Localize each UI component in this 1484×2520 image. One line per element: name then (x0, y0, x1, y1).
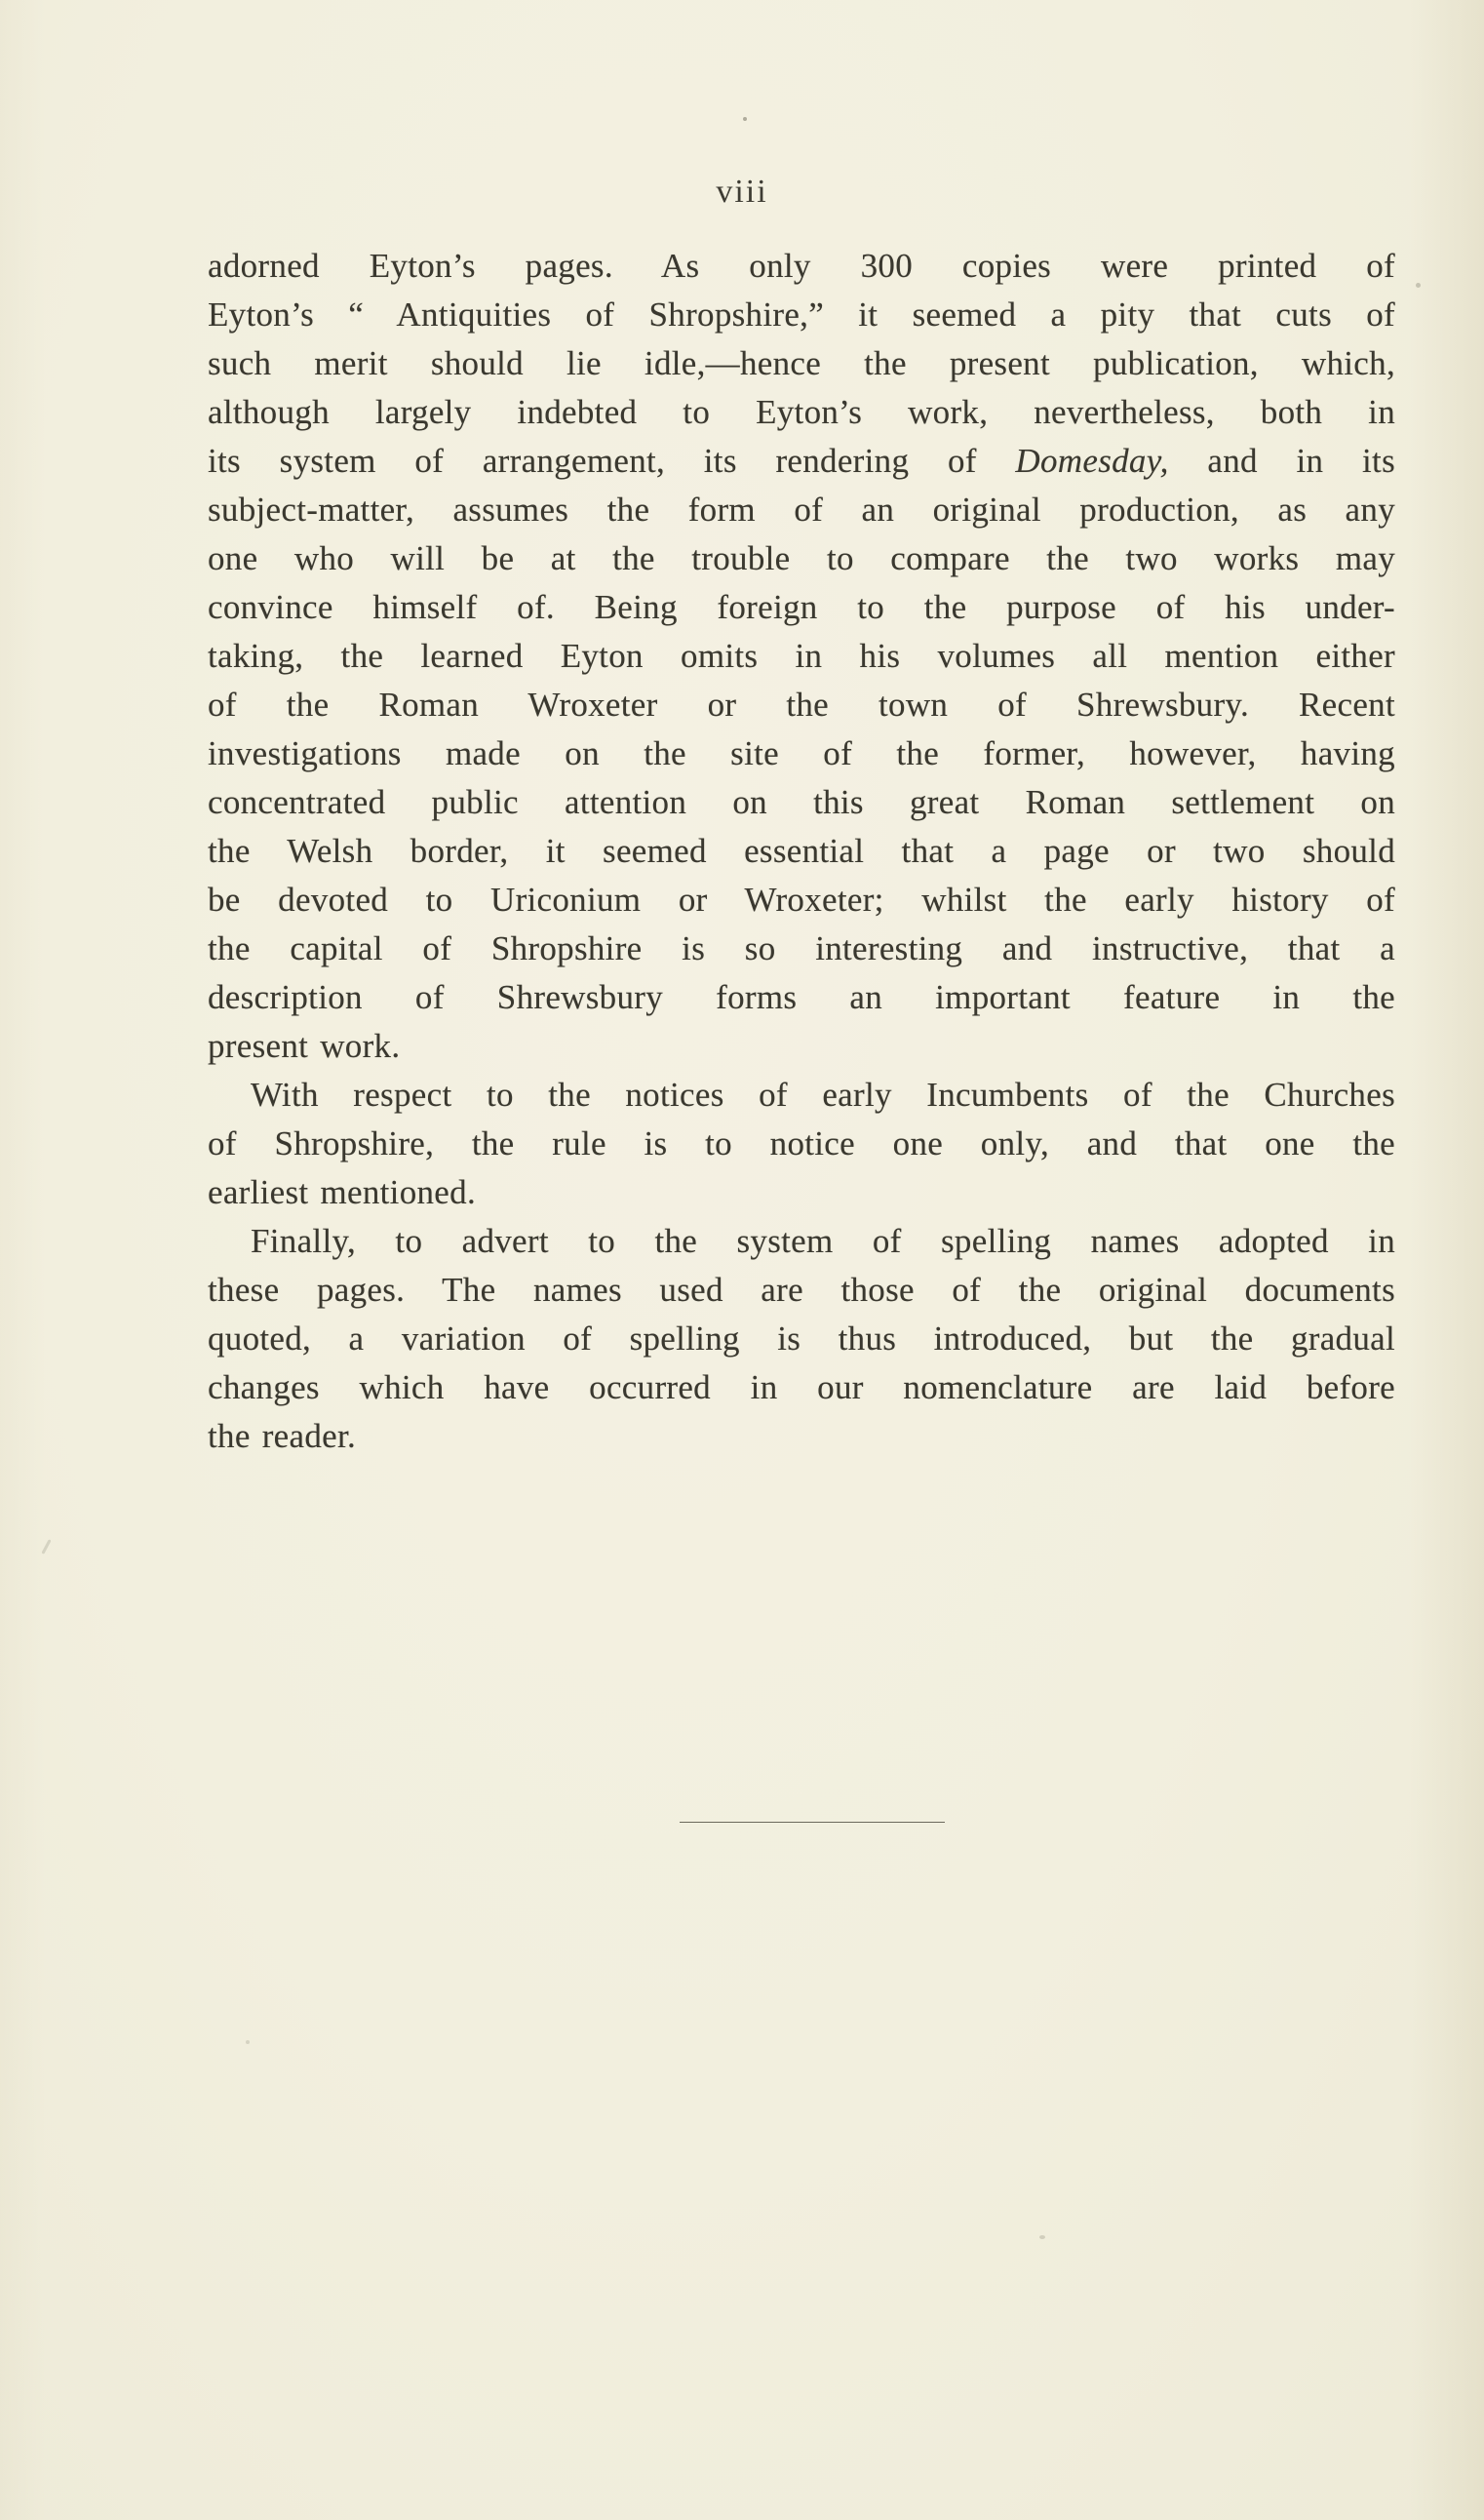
text-line: be devoted to Uriconium or Wroxeter; whilst the early history of (208, 881, 1395, 919)
scan-speck (41, 1539, 51, 1555)
text-line: quoted, a variation of spelling is thus introduced, but the gradual (208, 1319, 1395, 1358)
text-line: these pages. The names used are those of the original documents (208, 1271, 1395, 1309)
text-segment: its system of arrangement, its rendering of (208, 442, 1016, 480)
italic-word-domesday: Domesday, (1015, 442, 1169, 480)
text-line: description of Shrewsbury forms an important feature in the (208, 978, 1395, 1016)
text-line: subject-matter, assumes the form of an original production, as any (208, 491, 1395, 529)
scan-speck (743, 117, 747, 121)
text-line: With respect to the notices of early Incumbents of the Churches (251, 1076, 1395, 1114)
text-line: Finally, to advert to the system of spelling names adopted in (251, 1222, 1395, 1260)
paragraph-2 (208, 1071, 1395, 1217)
text-line: one who will be at the trouble to compare the two works may (208, 539, 1395, 577)
text-line-with-italic (208, 437, 1395, 486)
text-line: of the Roman Wroxeter or the town of Shrewsbury. Recent (208, 686, 1395, 724)
text-line: taking, the learned Eyton omits in his volumes all mention either (208, 637, 1395, 675)
text-line: convince himself of. Being foreign to the purpose of his under- (208, 588, 1395, 626)
scan-speck (246, 2040, 250, 2044)
text-line: the Welsh border, it seemed essential that a page or two should (208, 832, 1395, 870)
text-line: the reader. (208, 1417, 357, 1455)
text-segment: and in its (1168, 442, 1395, 480)
text-line: earliest mentioned. (208, 1173, 476, 1211)
paragraph-3 (208, 1217, 1395, 1461)
text-line: such merit should lie idle,—hence the present publication, which, (208, 344, 1395, 382)
section-end-rule (680, 1822, 945, 1823)
paragraph-1 (208, 242, 1395, 1071)
text-line: Eyton’s “ Antiquities of Shropshire,” it seemed a pity that cuts of (208, 295, 1395, 334)
text-block (208, 242, 1395, 1461)
text-line: investigations made on the site of the former, however, having (208, 734, 1395, 772)
text-line: the capital of Shropshire is so interesting and instructive, that a (208, 929, 1395, 967)
text-line: adorned Eyton’s pages. As only 300 copies were printed of (208, 247, 1395, 285)
text-line: although largely indebted to Eyton’s work, nevertheless, both in (208, 393, 1395, 431)
text-line: changes which have occurred in our nomenclature are laid before (208, 1368, 1395, 1406)
scan-speck (1039, 2235, 1045, 2239)
text-line: present work. (208, 1027, 401, 1065)
text-line: of Shropshire, the rule is to notice one only, and that one the (208, 1124, 1395, 1162)
text-line: concentrated public attention on this great Roman settlement on (208, 783, 1395, 821)
scan-speck (1416, 283, 1421, 288)
page-number: viii (716, 174, 768, 210)
